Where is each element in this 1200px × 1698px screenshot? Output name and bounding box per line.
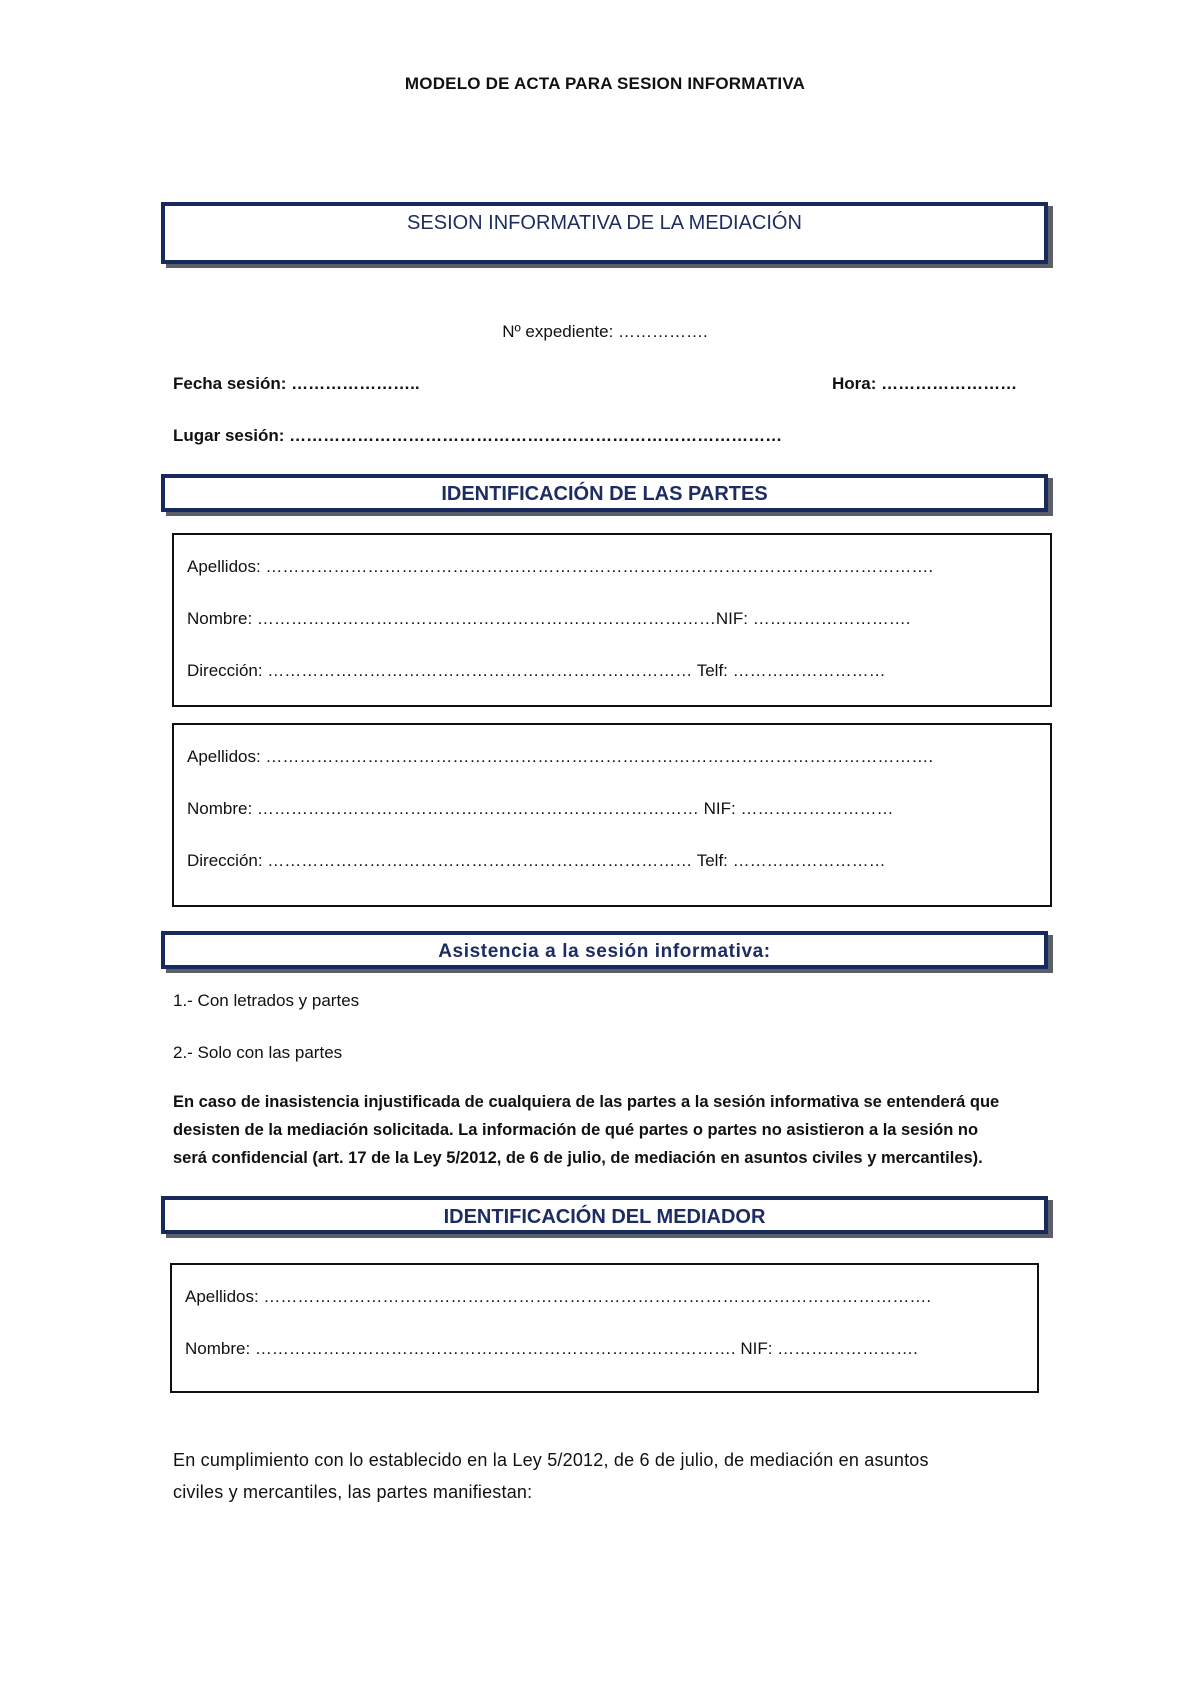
asistencia-option-2: 2.- Solo con las partes [173,1043,343,1062]
parte1-nombre: Nombre: ………………………………………………………………………NIF: ………………………. [187,609,911,628]
session-heading: SESION INFORMATIVA DE LA MEDIACIÓN [407,212,802,234]
session-heading-box [161,202,1048,264]
asistencia-heading-box [161,931,1048,969]
parte2-apellidos: Apellidos: ………………………………………………………………………………………………………. [187,747,934,766]
parte2-box [172,723,1052,907]
parte2-direccion: Dirección: ………………………………………………………………… Telf: ……………………… [187,851,886,870]
parte1-apellidos: Apellidos: ………………………………………………………………………………………………………. [187,557,934,576]
closing-line-1: En cumplimiento con lo establecido en la Ley 5/2012, de 6 de julio, de mediación en asuntos [173,1450,929,1470]
parte1-direccion: Dirección: ………………………………………………………………… Telf: ……………………… [187,661,886,680]
parte1-box [172,533,1052,707]
asistencia-note [173,1088,1053,1172]
mediador-nombre: Nombre: …………………………………………………………………………. NIF: ……………………. [185,1339,918,1358]
asistencia-note-line-1: En caso de inasistencia injustificada de cualquiera de las partes a la sesión informativa se entenderá que [173,1093,1000,1111]
closing-line-2: civiles y mercantiles, las partes manifiestan: [173,1482,533,1502]
asistencia-note-line-3: será confidencial (art. 17 de la Ley 5/2012, de 6 de julio, de mediación en asuntos civiles y mercantiles). [173,1149,983,1167]
closing-paragraph [173,1444,1053,1508]
mediador-apellidos: Apellidos: ………………………………………………………………………………………………………. [185,1287,932,1306]
asistencia-heading: Asistencia a la sesión informativa: [438,941,771,962]
asistencia-option-1: 1.- Con letrados y partes [173,991,360,1010]
mediador-heading: IDENTIFICACIÓN DEL MEDIADOR [443,1206,766,1228]
asistencia-note-line-2: desisten de la mediación solicitada. La información de qué partes o partes no asistieron a la sesión no [173,1121,979,1139]
parte2-nombre: Nombre: …………………………………………………………………… NIF: ……………………… [187,799,894,818]
partes-heading-box [161,474,1048,512]
fecha-field: Fecha sesión: ………………….. [173,374,420,393]
mediador-box [170,1263,1039,1393]
lugar-field: Lugar sesión: …………………………………………………………………………… [173,426,783,445]
expediente-field: Nº expediente: ……………. [502,322,708,341]
document-title: MODELO DE ACTA PARA SESION INFORMATIVA [404,74,806,93]
mediador-heading-box [161,1196,1048,1234]
hora-field: Hora: …………………… [832,374,1018,393]
partes-heading: IDENTIFICACIÓN DE LAS PARTES [441,483,768,505]
